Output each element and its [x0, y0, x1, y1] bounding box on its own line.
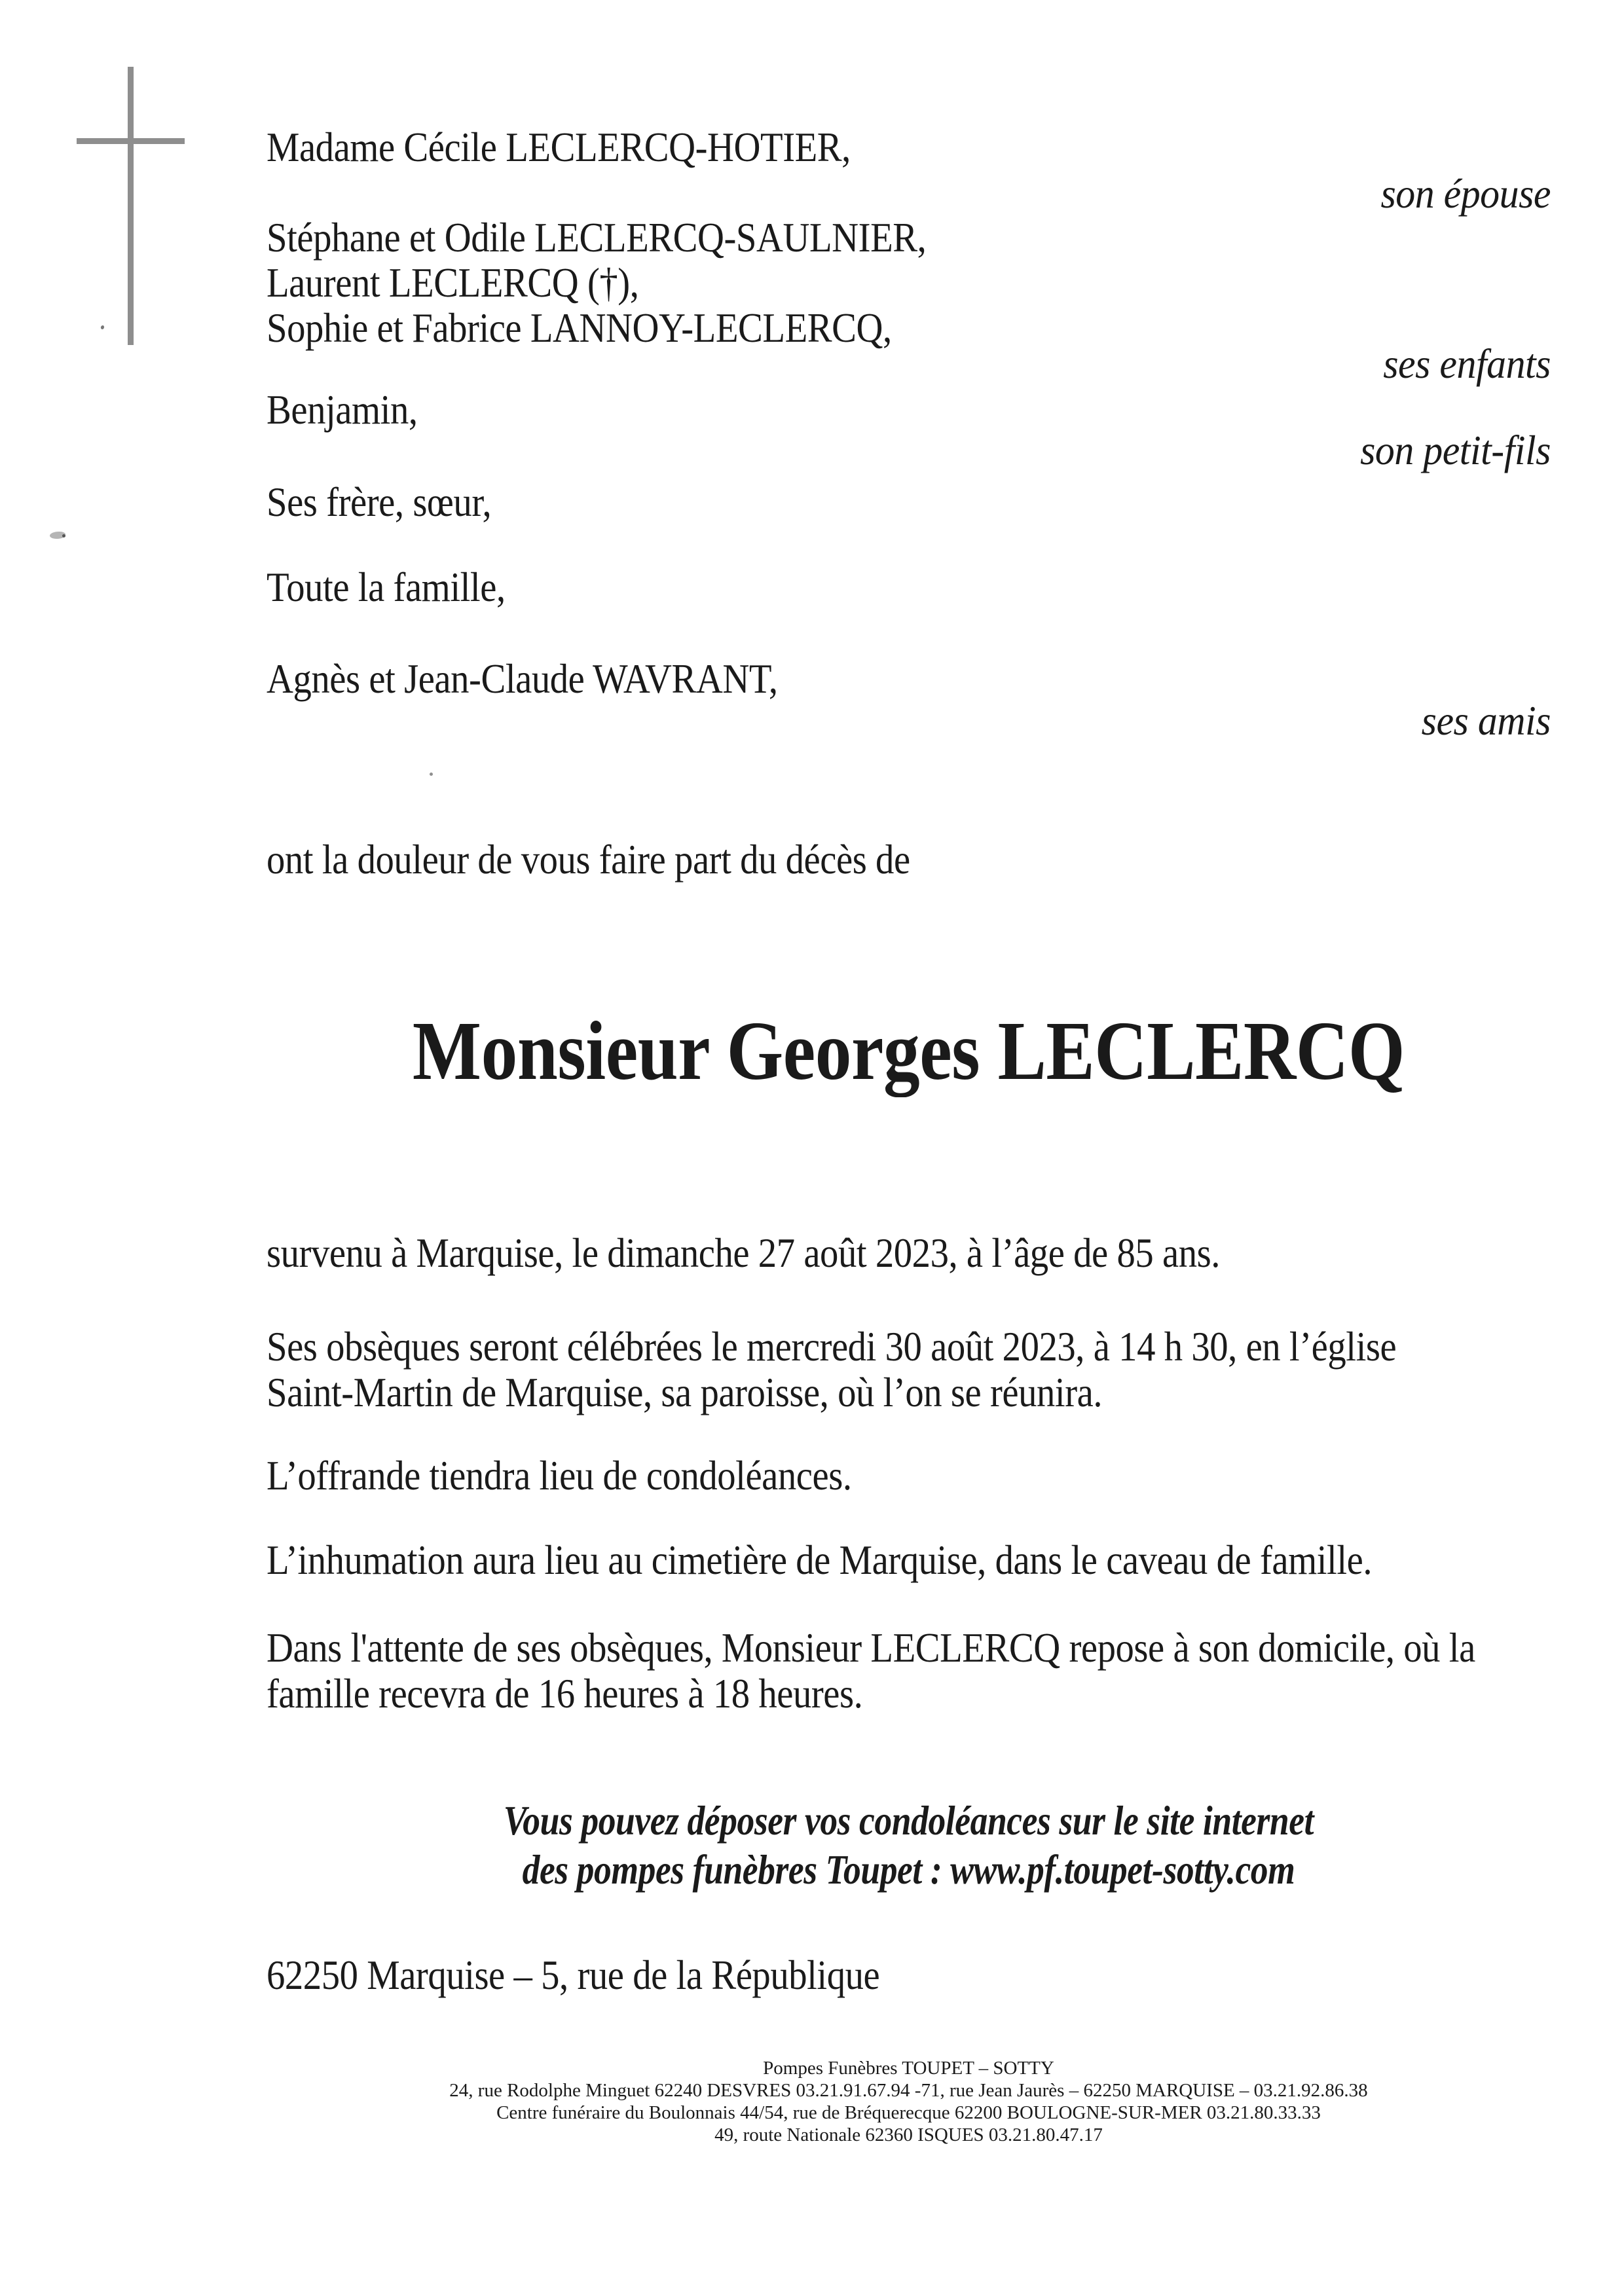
scan-artifact [430, 773, 433, 776]
deceased-name-title: Monsieur Georges LECLERCQ [412, 1004, 1405, 1097]
paragraph-death-details: survenu à Marquise, le dimanche 27 août 2023, à l’âge de 85 ans. [267, 1230, 1220, 1276]
relation-label-enfants: ses enfants [1383, 341, 1551, 387]
scan-artifact [62, 534, 65, 538]
paragraph-visitation-line-1: Dans l'attente de ses obsèques, Monsieur LECLERCQ repose à son domicile, où la [267, 1625, 1475, 1671]
family-line-friends: Agnès et Jean-Claude WAVRANT, [267, 656, 778, 702]
relation-label-amis: ses amis [1421, 698, 1551, 744]
family-line-children-3: Sophie et Fabrice LANNOY-LECLERCQ, [267, 305, 892, 351]
family-line-children-2: Laurent LECLERCQ (†), [267, 260, 639, 306]
paragraph-visitation-line-2: famille recevra de 16 heures à 18 heures. [267, 1671, 863, 1717]
footer-address-line-1: 24, rue Rodolphe Minguet 62240 DESVRES 03.21.91.67.94 -71, rue Jean Jaurès – 62250 MARQUISE – 03.21.92.86.38 [449, 2080, 1368, 2101]
condolences-notice-line-2: des pompes funèbres Toupet : www.pf.toupet-sotty.com [522, 1847, 1295, 1893]
family-line-grandson: Benjamin, [267, 387, 418, 433]
latin-cross-horizontal-bar [77, 138, 185, 144]
relation-label-epouse: son épouse [1380, 171, 1551, 217]
paragraph-funeral-line-2: Saint-Martin de Marquise, sa paroisse, où l’on se réunira. [267, 1370, 1103, 1415]
paragraph-burial: L’inhumation aura lieu au cimetière de Marquise, dans le caveau de famille. [267, 1537, 1373, 1583]
footer-funeral-home-name: Pompes Funèbres TOUPET – SOTTY [763, 2058, 1054, 2079]
home-address: 62250 Marquise – 5, rue de la République [267, 1952, 880, 1998]
latin-cross-vertical-bar [128, 67, 134, 345]
family-line-children-1: Stéphane et Odile LECLERCQ-SAULNIER, [267, 215, 927, 261]
footer-address-line-3: 49, route Nationale 62360 ISQUES 03.21.80.47.17 [714, 2124, 1103, 2145]
family-line-siblings: Ses frère, sœur, [267, 479, 492, 525]
footer-address-line-2: Centre funéraire du Boulonnais 44/54, rue de Bréquerecque 62200 BOULOGNE-SUR-MER 03.21.80.33.33 [496, 2102, 1321, 2123]
relation-label-petit-fils: son petit-fils [1360, 428, 1551, 473]
announcement-sentence: ont la douleur de vous faire part du décès de [267, 837, 910, 883]
condolences-notice-line-1: Vous pouvez déposer vos condoléances sur le site internet [503, 1798, 1314, 1844]
family-line-whole-family: Toute la famille, [267, 564, 506, 610]
scan-artifact [100, 325, 105, 329]
paragraph-offering: L’offrande tiendra lieu de condoléances. [267, 1453, 852, 1499]
paragraph-funeral-line-1: Ses obsèques seront célébrées le mercredi 30 août 2023, à 14 h 30, en l’église [267, 1324, 1397, 1370]
family-line-spouse: Madame Cécile LECLERCQ-HOTIER, [267, 124, 851, 170]
